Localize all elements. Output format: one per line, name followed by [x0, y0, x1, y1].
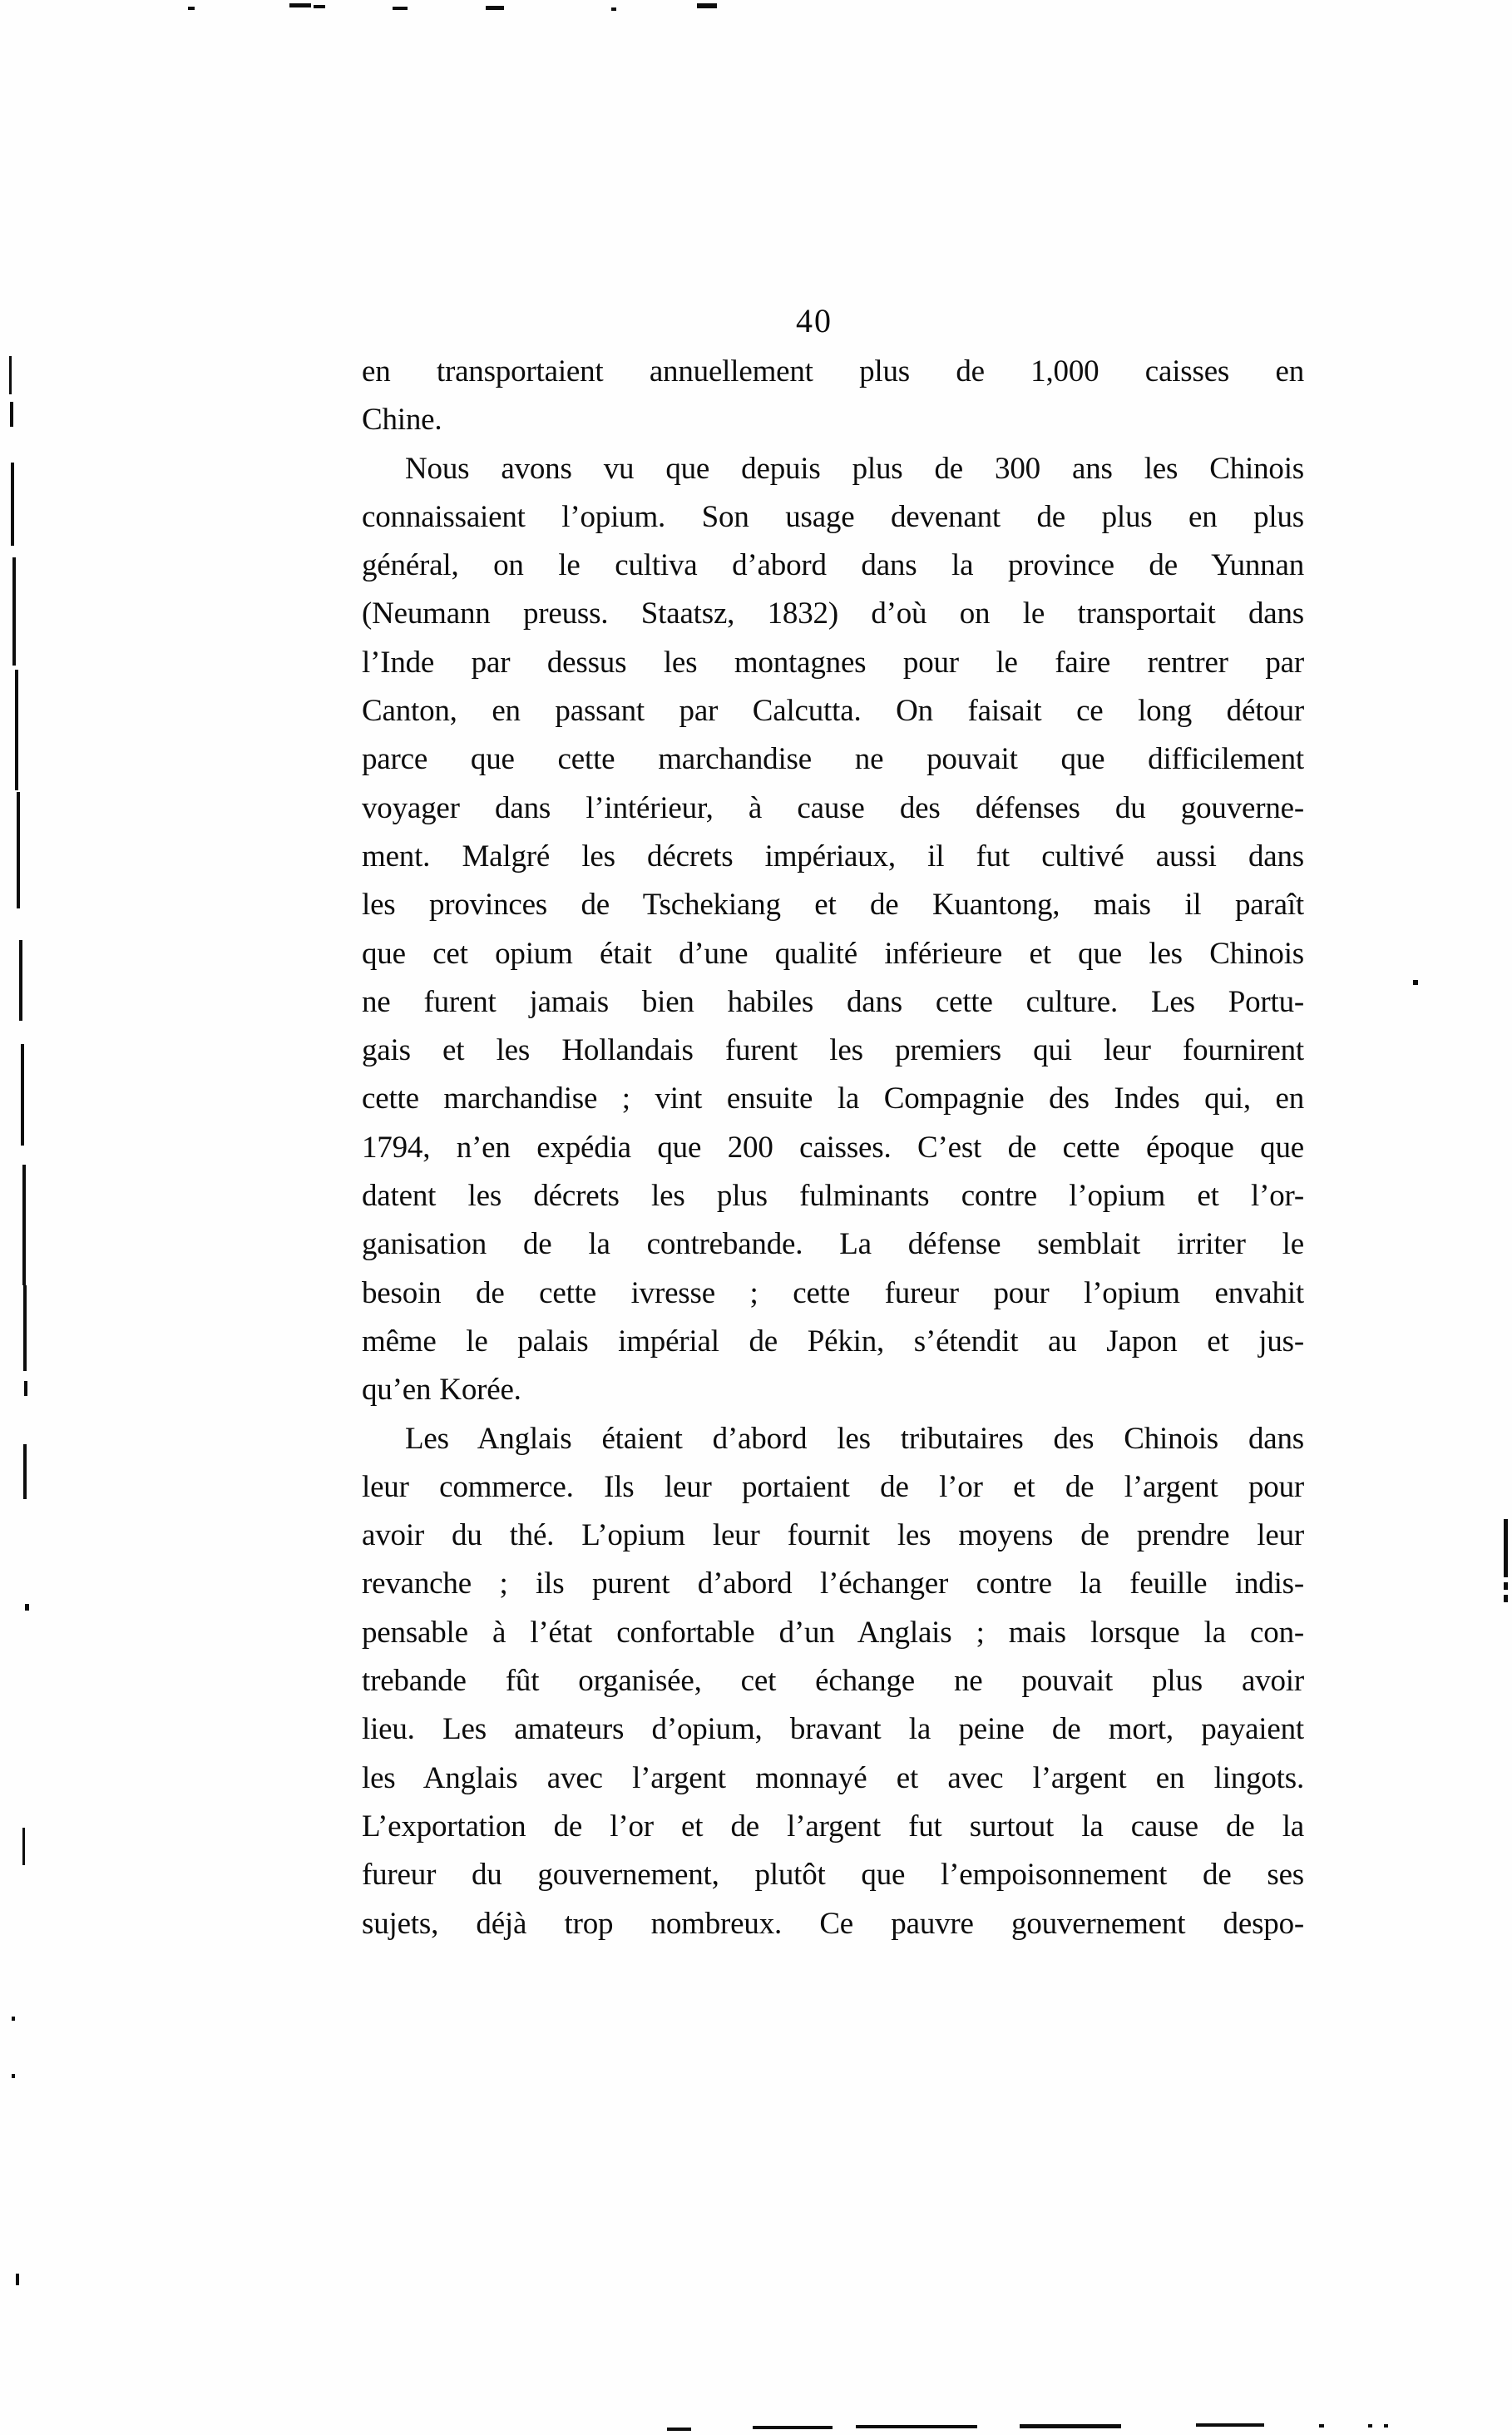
scan-artifact [697, 3, 717, 8]
text-line: trebande fût organisée, cet échange ne pouvait plus avoir [362, 1664, 1304, 1699]
page-number: 40 [796, 302, 833, 339]
scan-artifact [12, 2017, 15, 2021]
text-line: connaissaient l’opium. Son usage devenant de plus en plus [362, 499, 1304, 534]
scan-artifact [1196, 2423, 1264, 2427]
text-line: que cet opium était d’une qualité inférieure et que les Chinois [362, 936, 1304, 971]
text-line: 1794, n’en expédia que 200 caisses. C’est de cette époque que [362, 1130, 1304, 1165]
text-line: besoin de cette ivresse ; cette fureur pour l’opium envahit [362, 1275, 1304, 1310]
text-line: gais et les Hollandais furent les premiers qui leur fournirent [362, 1033, 1304, 1068]
scan-artifact [15, 670, 18, 790]
scan-artifact [22, 1828, 25, 1865]
scan-artifact [1020, 2424, 1121, 2428]
scan-artifact [25, 1604, 29, 1611]
scan-artifact [1368, 2424, 1372, 2428]
scan-artifact [1504, 1519, 1508, 1577]
scan-artifact [1384, 2424, 1388, 2428]
scan-artifact [289, 3, 311, 7]
text-line: avoir du thé. L’opium leur fournit les moyens de prendre leur [362, 1518, 1304, 1553]
text-line: leur commerce. Ils leur portaient de l’or et de l’argent pour [362, 1469, 1304, 1504]
text-line: Nous avons vu que depuis plus de 300 ans les Chinois [405, 451, 1304, 486]
text-line: pensable à l’état confortable d’un Anglais ; mais lorsque la con- [362, 1615, 1304, 1650]
text-line: ganisation de la contrebande. La défense semblait irriter le [362, 1227, 1304, 1262]
scan-artifact [1413, 980, 1418, 985]
text-line: revanche ; ils purent d’abord l’échanger contre la feuille indis- [362, 1566, 1304, 1601]
text-line: les Anglais avec l’argent monnayé et avec l’argent en lingots. [362, 1760, 1304, 1795]
scan-artifact [23, 1285, 27, 1371]
text-line: datent les décrets les plus fulminants contre l’opium et l’or- [362, 1179, 1304, 1214]
text-line: même le palais impérial de Pékin, s’étendit au Japon et jus- [362, 1324, 1304, 1359]
scan-artifact [11, 463, 14, 546]
text-line: Canton, en passant par Calcutta. On faisait ce long détour [362, 694, 1304, 729]
scan-artifact [19, 940, 22, 1021]
scan-artifact [17, 792, 20, 908]
scan-artifact [667, 2428, 691, 2431]
scan-artifact [23, 1444, 27, 1499]
scan-artifact [1504, 1582, 1508, 1590]
text-line: voyager dans l’intérieur, à cause des défenses du gouverne- [362, 790, 1304, 825]
scan-artifact [12, 557, 16, 666]
scan-artifact [10, 402, 13, 427]
scan-artifact [1319, 2424, 1324, 2428]
scan-artifact [22, 1165, 26, 1285]
text-line: (Neumann preuss. Staatsz, 1832) d’où on le transportait dans [362, 596, 1304, 631]
scan-artifact [1504, 1595, 1508, 1602]
text-line: Les Anglais étaient d’abord les tributaires des Chinois dans [405, 1421, 1304, 1456]
text-line: lieu. Les amateurs d’opium, bravant la peine de mort, payaient [362, 1712, 1304, 1747]
scan-artifact [24, 1381, 27, 1396]
scan-artifact [12, 2074, 15, 2078]
scan-artifact [9, 356, 12, 394]
text-line: parce que cette marchandise ne pouvait que difficilement [362, 742, 1304, 777]
scan-artifact [314, 5, 325, 8]
text-line: les provinces de Tschekiang et de Kuantong, mais il paraît [362, 888, 1304, 923]
text-line: sujets, déjà trop nombreux. Ce pauvre gouvernement despo- [362, 1906, 1304, 1941]
page-text [362, 348, 1304, 1948]
text-line: l’Inde par dessus les montagnes pour le faire rentrer par [362, 645, 1304, 680]
scan-artifact [611, 7, 616, 11]
scan-artifact [486, 6, 504, 10]
text-line: ment. Malgré les décrets impériaux, il fut cultivé aussi dans [362, 839, 1304, 874]
text-line: en transportaient annuellement plus de 1,000 caisses en [362, 354, 1304, 389]
text-line: ne furent jamais bien habiles dans cette culture. Les Portu- [362, 984, 1304, 1019]
text-line: cette marchandise ; vint ensuite la Compagnie des Indes qui, en [362, 1081, 1304, 1116]
scan-artifact [188, 7, 195, 10]
text-line: L’exportation de l’or et de l’argent fut surtout la cause de la [362, 1809, 1304, 1844]
scan-artifact [393, 7, 408, 10]
scan-artifact [753, 2426, 833, 2429]
scan-artifact [21, 1044, 24, 1146]
text-line: fureur du gouvernement, plutôt que l’empoisonnement de ses [362, 1858, 1304, 1893]
text-line: général, on le cultiva d’abord dans la province de Yunnan [362, 548, 1304, 583]
scan-artifact [856, 2425, 977, 2428]
text-line: Chine. [362, 403, 442, 438]
text-line: qu’en Korée. [362, 1373, 521, 1408]
scan-artifact [16, 2274, 19, 2285]
